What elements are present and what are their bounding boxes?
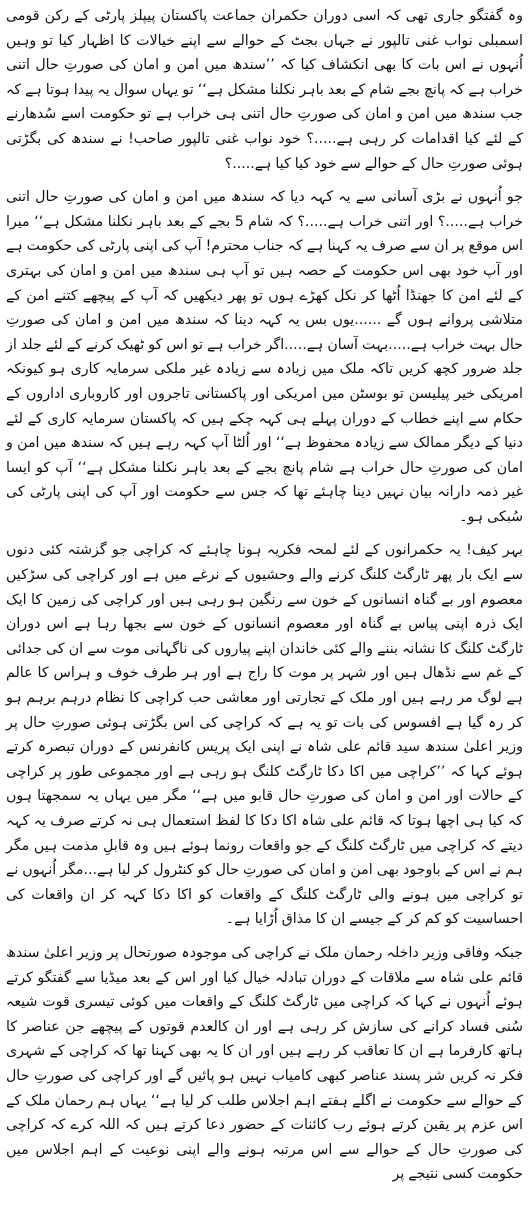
urdu-article — [6, 4, 523, 1187]
paragraph-1: وہ گفتگو جاری تھی کہ اسی دوران حکمران جماعت پاکستان پیپلز پارٹی کے رکن قومی اسمبلی نواب غنی تالپور نے جہاں بجٹ کے حوالے سے اپنے خیالات کا اظہار کیا تو وہیں اُنہوں نے اس بات کا بھی انکشاف کیا کہ ’’سندھ میں امن و امان کی صورتِ حال اتنی خراب ہے کہ پانچ بجے شام کے بعد باہر نکلنا مشکل ہے‘‘ تو یہاں سوال یہ پیدا ہوتا ہے کہ جب سندھ میں امن و امان کی صورتِ حال اتنی ہی خراب ہے تو حکومت اسے سُدھارنے کے لئے کیا اقدامات کر رہی ہے.....؟ خود نواب غنی تالپور صاحب! نے سندھ کی بگڑتی ہوئی صورتِ حال کے حوالے سے خود کیا کیا ہے.....؟ — [6, 8, 523, 172]
paragraph-4: جبکہ وفاقی وزیر داخلہ رحمان ملک نے کراچی کی موجودہ صورتحال پر وزیر اعلیٰ سندھ قائم علی شاہ سے ملاقات کے دوران تبادلہ خیال کیا اور اس کے بعد میڈیا سے گفتگو کرتے ہوئے اُنہوں نے کہا کہ کراچی میں ٹارگٹ کلنگ کے واقعات میں کوئی تیسری قوت شیعہ سُنی فساد کرانے کی سازش کر رہی ہے اور ان کالعدم قوتوں کے پیچھے جن عناصر کا ہاتھ کارفرما ہے ان کا تعاقب کر رہے ہیں اور ان کا یہ بھی کہنا تھا کہ کراچی کے شہری فکر نہ کریں شر پسند عناصر کبھی کامیاب نہیں ہو پائیں گے اور کراچی کی صورتِ حال کے حوالے سے حکومت نے اگلے ہفتے اہم اجلاس طلب کر لیا ہے‘‘ یہاں ہم رحمان ملک کے اس عزم پر یقین کرتے ہوئے رب کائنات کے حضور دعا کرتے ہیں کہ اللہ کرے کہ کراچی کی صورتِ حال کے حوالے سے اس مرتبہ ہونے والے اپنی نوعیت کے اہم اجلاس میں حکومت کسی نتیجے پر — [6, 944, 523, 1183]
paragraph-3: بہر کیف! یہ حکمرانوں کے لئے لمحہ فکریہ ہونا چاہئے کہ کراچی جو گزشتہ کئی دنوں سے ایک بار پھر ٹارگٹ کلنگ کرنے والے وحشیوں کے نرغے میں ہے اور کراچی کی سڑکیں معصوم اور بے گناہ انسانوں کے خون سے رنگین ہو رہی ہیں اور کراچی کی زمین کا ایک ایک ذرہ اپنی پیاس بے گناہ اور معصوم انسانوں کے خون سے بجھا رہا ہے اس دوران ٹارگٹ کلنگ کا نشانہ بننے والے کئی خاندان اپنے پیاروں کی ناگہانی موت سے ان کی جدائی کے غم سے نڈھال ہیں اور شہر پر موت کا راج ہے اور ہر طرف خوف و ہراس کا عالم ہے لوگ مر رہے ہیں اور ملک کے تجارتی اور معاشی حب کراچی کا نظام درہم برہم ہو کر رہ گیا ہے افسوس کی بات تو یہ ہے کہ کراچی کی اس بگڑتی ہوئی صورتِ حال پر وزیر اعلیٰ سندھ سید قائم علی شاہ نے اپنی ایک پریس کانفرنس کے دوران تبصرہ کرتے ہوئے کہا کہ ’’کراچی میں اکا دکا ٹارگٹ کلنگ ہو رہی ہے اور مجموعی طور پر کراچی کے حالات اور امن و امان کی صورتِ حال قابو میں ہے‘‘ مگر میں یہاں یہ سمجھتا ہوں کہ کیا ہی اچھا ہوتا کہ قائم علی شاہ اکا دکا کا لفظ استعمال ہی نہ کرتے صرف یہ کہہ دیتے کہ کراچی میں ٹارگٹ کلنگ کے جو واقعات رونما ہوئے ہیں وہ قابلِ مذمت ہیں مگر ہم نے اس کے باوجود بھی امن و امان کی صورتِ حال کو کنٹرول کر لیا ہے...مگر اُنہوں نے تو کراچی میں ہونے والی ٹارگٹ کلنگ کے واقعات کو اکا دکا کہہ کر ان واقعات کی احساسیت کو کم کر کے جیسے ان کا مذاق اُڑایا ہے۔ — [6, 542, 523, 928]
paragraph-2: جو اُنہوں نے بڑی آسانی سے یہ کہہ دیا کہ سندھ میں امن و امان کی صورتِ حال اتنی خراب ہے.....؟ اور اتنی خراب ہے.....؟ کہ شام 5 بجے کے بعد باہر نکلنا مشکل ہے‘‘ میرا اس موقع پر ان سے صرف یہ کہنا ہے کہ جناب محترم! آپ کی اپنی پارٹی کی حکومت ہے اور آپ خود بھی اس حکومت کے حصہ ہیں تو آپ ہی سندھ میں امن و امان کی بہتری کے لئے امن کا جھنڈا اُٹھا کر نکل کھڑے ہوں تو پھر دیکھیں کہ آپ کے پیچھے کتنے امن کے متلاشی پروانے ہوں گے ......یوں بس یہ کہہ دینا کہ سندھ میں امن و امان کی صورتِ حال بہت خراب ہے.....بہت آسان ہے.....اگر خراب ہے تو اس کو ٹھیک کرنے کے لئے جلد از جلد ضرور کچھ کریں تاکہ ملک میں زیادہ سے زیادہ غیر ملکی سرمایہ کاری ہو کیونکہ امریکی خیر پیلیسن تو بوسٹن میں امریکی اور پاکستانی تاجروں اور کاروباری اداروں کے حکام سے اپنے خطاب کے دوران پہلے ہی کہہ چکے ہیں کہ پاکستان سرمایہ کاری کے لئے دنیا کے دیگر ممالک سے زیادہ محفوظ ہے‘‘ اور اُلٹا آپ کہہ رہے ہیں کہ سندھ میں امن و امان کی صورتِ حال خراب ہے شام پانچ بجے کے بعد باہر نکلنا مشکل ہے‘‘ آپ کو ایسا غیر ذمہ دارانہ بیان نہیں دینا چاہئے تھا کہ جس سے حکومت اور آپ کی اپنی پارٹی کی سُبکی ہو۔ — [6, 189, 524, 525]
